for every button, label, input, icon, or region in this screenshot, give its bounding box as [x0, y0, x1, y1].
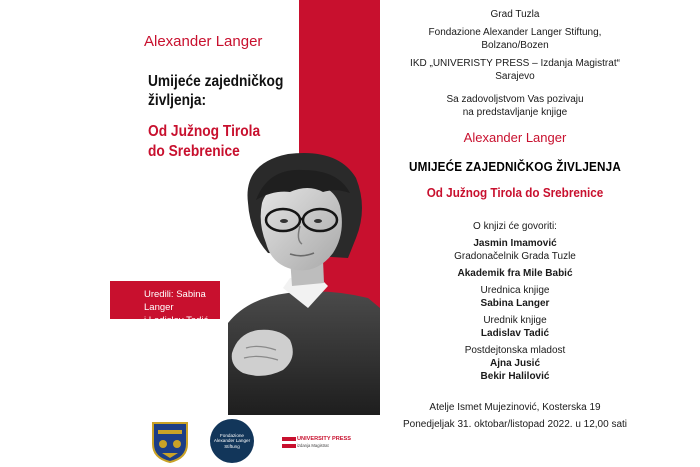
- cover-title-line: življenja:: [148, 92, 207, 109]
- author-portrait: [228, 148, 380, 415]
- cover-editors-line: Uredili: Sabina Langer: [144, 289, 206, 313]
- cover-editors: [144, 288, 224, 327]
- speaker-role: Urednik knjige: [483, 315, 547, 326]
- speaker-name: Akademik fra Mile Babić: [457, 268, 573, 279]
- logo-text: Alexander Langer: [213, 438, 251, 444]
- org-city: Grad Tuzla: [490, 9, 540, 20]
- university-press-logo: [282, 432, 351, 454]
- book-subtitle: Od Južnog Tirola do Srebrenice: [426, 185, 604, 200]
- speakers-intro: O knjizi će govoriti:: [473, 221, 557, 232]
- speaker-role: Gradonačelnik Grada Tuzle: [454, 251, 576, 262]
- book-title: UMIJEĆE ZAJEDNIČKOG ŽIVLJENJA: [409, 159, 621, 174]
- event-datetime: Ponedjeljak 31. oktobar/listopad 2022. u 12,00 sati: [402, 419, 628, 430]
- speaker-role: Urednica knjige: [480, 285, 550, 296]
- university-press-mark-icon: [282, 435, 296, 451]
- speaker-name: Sabina Langer: [480, 298, 550, 309]
- logo-text: Fondazione: [219, 432, 244, 438]
- invite-text: Sa zadovoljstvom Vas pozivaju: [446, 94, 584, 105]
- org-publisher: IKD „UNIVERISTY PRESS – Izdanja Magistrat“: [410, 58, 620, 69]
- event-venue: Atelje Ismet Mujezinović, Kosterska 19: [429, 402, 601, 413]
- logo-text: izdanja Magistrat: [297, 443, 329, 448]
- org-foundation-city: Bolzano/Bozen: [481, 40, 549, 51]
- cover-title-line: Umijeće zajedničkog: [148, 73, 284, 90]
- logo-text: Stiftung: [224, 443, 240, 449]
- speaker-name: Ladislav Tadić: [480, 328, 550, 339]
- book-cover: [110, 0, 380, 415]
- speaker-name: Jasmin Imamović: [473, 238, 557, 249]
- cover-editors-line: i Ladislav Tadić: [144, 315, 209, 326]
- invite-text: na predstavljanje knjige: [462, 107, 568, 118]
- org-publisher-city: Sarajevo: [495, 71, 535, 82]
- cover-subtitle-line: Od Južnog Tirola: [148, 123, 261, 140]
- speaker-role: Postdejtonska mladost: [464, 345, 566, 356]
- cover-author: Alexander Langer: [144, 33, 263, 50]
- logo-text: UNIVERSITY PRESS: [297, 436, 351, 442]
- cover-subtitle-line: do Srebrenice: [148, 143, 240, 160]
- org-foundation: Fondazione Alexander Langer Stiftung,: [428, 27, 602, 38]
- langer-foundation-logo: [210, 419, 254, 463]
- cover-title: [148, 72, 283, 110]
- book-author: Alexander Langer: [463, 130, 567, 145]
- speaker-name: Bekir Halilović: [480, 371, 550, 382]
- speaker-name: Ajna Jusić: [489, 358, 541, 369]
- tuzla-coat-of-arms-icon: [150, 420, 190, 464]
